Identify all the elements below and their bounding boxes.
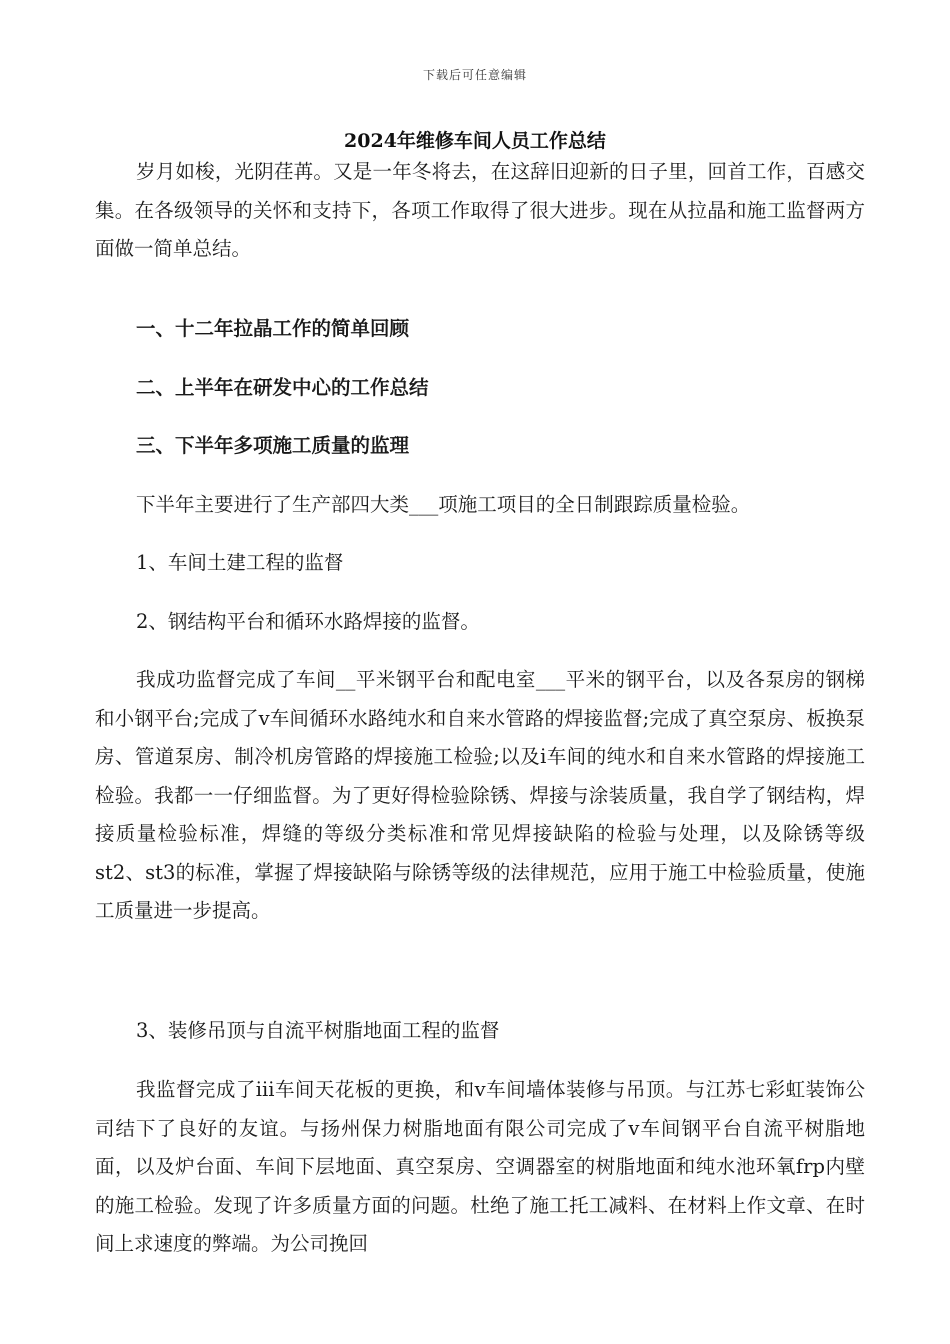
list-item-1: 1、车间土建工程的监督 xyxy=(136,551,344,574)
header-note: 下载后可任意编辑 xyxy=(422,68,527,82)
intro-paragraph: 岁月如梭，光阴荏苒。又是一年冬将去，在这辞旧迎新的日子里，回首工作，百感交集。在各级领导的关怀和支持下，各项工作取得了很大进步。现在从拉晶和施工监督两方面做一简单总结。 xyxy=(95,160,865,260)
list-item-3: 3、装修吊顶与自流平树脂地面工程的监督 xyxy=(136,1019,500,1042)
section-heading-2: 二、上半年在研发中心的工作总结 xyxy=(136,376,429,399)
ceiling-paragraph: 我监督完成了iii车间天花板的更换，和v车间墙体装修与吊顶。与江苏七彩虹装饰公司结下了良好的友谊。与扬州保力树脂地面有限公司完成了v车间钢平台自流平树脂地面，以及炉台面、车间下层地面、真空泵房、空调器室的树脂地面和纯水池环氧frp内壁的施工检验。发现了许多质量方面的问题。杜绝了施工托工减料、在材料上作文章、在时间上求速度的弊端。为公司挽回 xyxy=(95,1078,865,1255)
section-heading-3: 三、下半年多项施工质量的监理 xyxy=(136,434,410,457)
steel-paragraph: 我成功监督完成了车间__平米钢平台和配电室___平米的钢平台，以及各泵房的钢梯和小钢平台;完成了v车间循环水路纯水和自来水管路的焊接监督;完成了真空泵房、板换泵房、管道泵房、制冷机房管路的焊接施工检验;以及i车间的纯水和自来水管路的焊接施工检验。我都一一仔细监督。为了更好得检验除锈、焊接与涂装质量，我自学了钢结构，焊接质量检验标准，焊缝的等级分类标准和常见焊接缺陷的检验与处理，以及除锈等级st2、st3的标准，掌握了焊接缺陷与除锈等级的法律规范，应用于施工中检验质量，使施工质量进一步提高。 xyxy=(95,668,865,922)
document-title: 2024年维修车间人员工作总结 xyxy=(344,130,606,152)
summary-paragraph: 下半年主要进行了生产部四大类___项施工项目的全日制跟踪质量检验。 xyxy=(136,493,751,516)
section-heading-1: 一、十二年拉晶工作的简单回顾 xyxy=(136,317,410,340)
list-item-2: 2、钢结构平台和循环水路焊接的监督。 xyxy=(136,610,480,633)
